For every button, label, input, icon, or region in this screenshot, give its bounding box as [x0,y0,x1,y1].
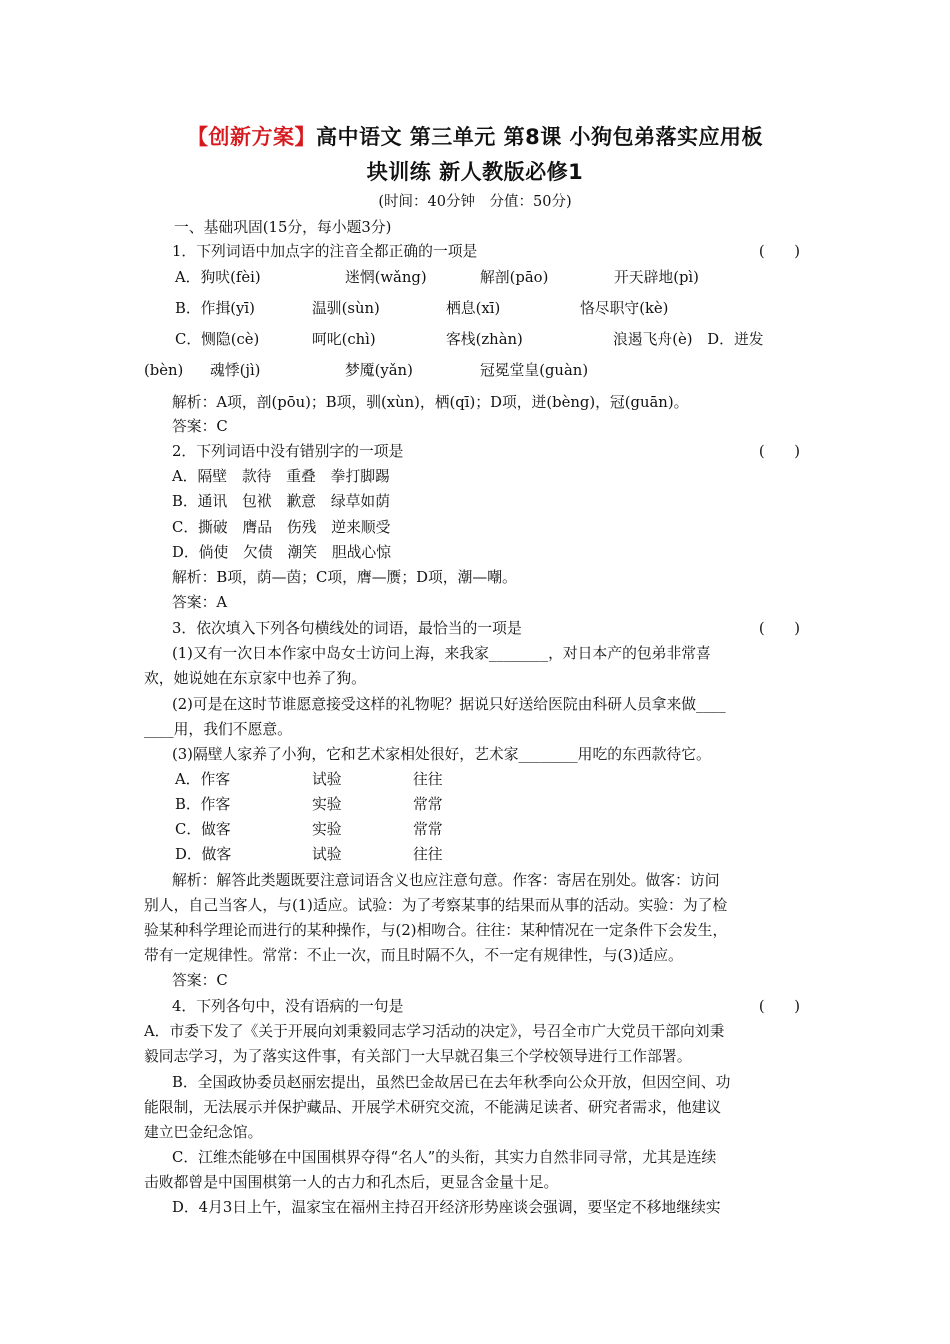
q3-sentence-2-line-1: (2)可是在这时节谁愿意接受这样的礼物呢？据说只好送给医院由科研人员拿来做____ [172,696,726,713]
q3-sentence-2-line-2: ____用，我们不愿意。 [144,721,292,738]
q4-stem: 4．下列各句中，没有语病的一句是 [172,998,404,1015]
q3-analysis-line-4: 带有一定规律性。常常：不止一次，而且时隔不久，不一定有规律性，与(3)适应。 [144,947,683,964]
q1-answer: 答案：C [172,418,228,435]
title-text: 高中语文 第三单元 第8课 小狗包弟落实应用板 [315,125,764,149]
q3-analysis-line-2: 别人，自己当客人，与(1)适应。试验：为了考察某事的结果而从事的活动。实验：为了检 [144,897,728,914]
q1-a-3: 解剖(pāo) [480,269,549,286]
q3-d-3: 往往 [413,846,443,863]
q1-d-4: 冠冕堂皇(guàn) [480,362,589,379]
time-score-info: (时间：40分钟 分值：50分) [378,194,572,210]
q4-option-c-line-2: 击败都曾是中国围棋第一人的古力和孔杰后，更显含金量十足。 [144,1174,559,1191]
q3-sentence-1-line-2: 欢，她说她在东京家中也养了狗。 [144,670,366,687]
q2-analysis: 解析：B项，荫—茵；C项，膺—赝；D项，潮—嘲。 [172,569,517,586]
q3-c-1: C．做客 [175,821,231,838]
q3-analysis-line-1: 解析：解答此类题既要注意词语含义也应注意句意。作客：寄居在别处。做客：访问 [172,872,720,889]
q2-answer-blank: ( ) [758,443,800,460]
q1-d-3: 梦魇(yǎn) [345,362,413,379]
q3-sentence-3: (3)隔壁人家养了小狗，它和艺术家相处很好，艺术家________用吃的东西款待它。 [172,746,711,763]
q1-a-1: A．狗吠(fèi) [175,269,261,286]
q3-b-1: B．作客 [175,796,231,813]
q1-stem: 1．下列词语中加点字的注音全都正确的一项是 [172,243,478,260]
document-title-line-1 [0,121,950,151]
q1-analysis: 解析：A项，剖(pōu)；B项，驯(xùn)，栖(qī)；D项，迸(bèng)，冠(guān)。 [172,394,689,411]
q4-option-c-line-1: C．江维杰能够在中国围棋界夺得“名人”的头衔，其实力自然非同寻常，尤其是连续 [172,1149,717,1166]
document-title-line-2: 块训练 新人教版必修1 [366,160,584,184]
q1-b-4: 恪尽职守(kè) [580,300,669,317]
q1-c-3: 客栈(zhàn) [446,331,523,348]
q3-d-2: 试验 [312,846,342,863]
title-bracket: 【创新方案】 [186,125,316,149]
q1-c-1: C．恻隐(cè) [175,331,260,348]
q3-answer: 答案：C [172,972,228,989]
q4-option-b-line-2: 能限制，无法展示并保护藏品、开展学术研究交流，不能满足读者、研究者需求，他建议 [144,1099,722,1116]
q1-a-4: 开天辟地(pì) [614,269,699,286]
q3-b-2: 实验 [312,796,342,813]
q2-option-a: A．隔壁 款待 重叠 拳打脚踢 [172,468,390,485]
q2-option-c: C．撕破 膺品 伤残 逆来顺受 [172,519,391,536]
q4-option-b-line-1: B．全国政协委员赵丽宏提出，虽然巴金故居已在去年秋季向公众开放，但因空间、功 [172,1074,731,1091]
q1-c-4: 浪遏飞舟(è) D．迸发 [613,331,764,348]
q3-a-1: A．作客 [175,771,231,788]
q3-a-2: 试验 [312,771,342,788]
q3-stem: 3．依次填入下列各句横线处的词语，最恰当的一项是 [172,620,522,637]
q2-option-d: D．倘使 欠债 潮笑 胆战心惊 [172,544,392,561]
q3-c-2: 实验 [312,821,342,838]
q4-option-d-line-1: D．4月3日上午，温家宝在福州主持召开经济形势座谈会强调，要坚定不移地继续实 [172,1199,721,1216]
q3-analysis-line-3: 验某种科学理论而进行的某种操作，与(2)相吻合。往往：某种情况在一定条件下会发生， [144,922,728,939]
q1-b-3: 栖息(xī) [446,300,501,317]
q2-option-b: B．通讯 包袱 歉意 绿草如荫 [172,493,391,510]
section-heading: 一、基础巩固(15分，每小题3分) [174,219,392,236]
q1-d-1: (bèn) [144,362,184,379]
q3-d-1: D．做客 [175,846,232,863]
q4-option-b-line-3: 建立巴金纪念馆。 [144,1124,263,1141]
q3-a-3: 往往 [413,771,443,788]
q3-sentence-1-line-1: (1)又有一次日本作家中岛女士访问上海，来我家________，对日本产的包弟非常喜 [172,645,711,662]
q1-a-2: 迷惘(wǎng) [345,269,427,286]
q3-answer-blank: ( ) [758,620,800,637]
q4-option-a-line-2: 毅同志学习，为了落实这件事，有关部门一大早就召集三个学校领导进行工作部署。 [144,1048,692,1065]
q1-c-2: 呵叱(chì) [312,331,376,348]
q1-b-2: 温驯(sùn) [312,300,380,317]
q4-answer-blank: ( ) [758,998,800,1015]
q2-answer: 答案：A [172,594,228,611]
q1-d-2: 魂悸(jì) [210,362,261,379]
q3-c-3: 常常 [413,821,443,838]
q1-answer-blank: ( ) [758,243,800,260]
q1-b-1: B．作揖(yī) [175,300,255,317]
q2-stem: 2．下列词语中没有错别字的一项是 [172,443,404,460]
q4-option-a-line-1: A．市委下发了《关于开展向刘秉毅同志学习活动的决定》，号召全市广大党员干部向刘秉 [144,1023,725,1040]
q3-b-3: 常常 [413,796,443,813]
